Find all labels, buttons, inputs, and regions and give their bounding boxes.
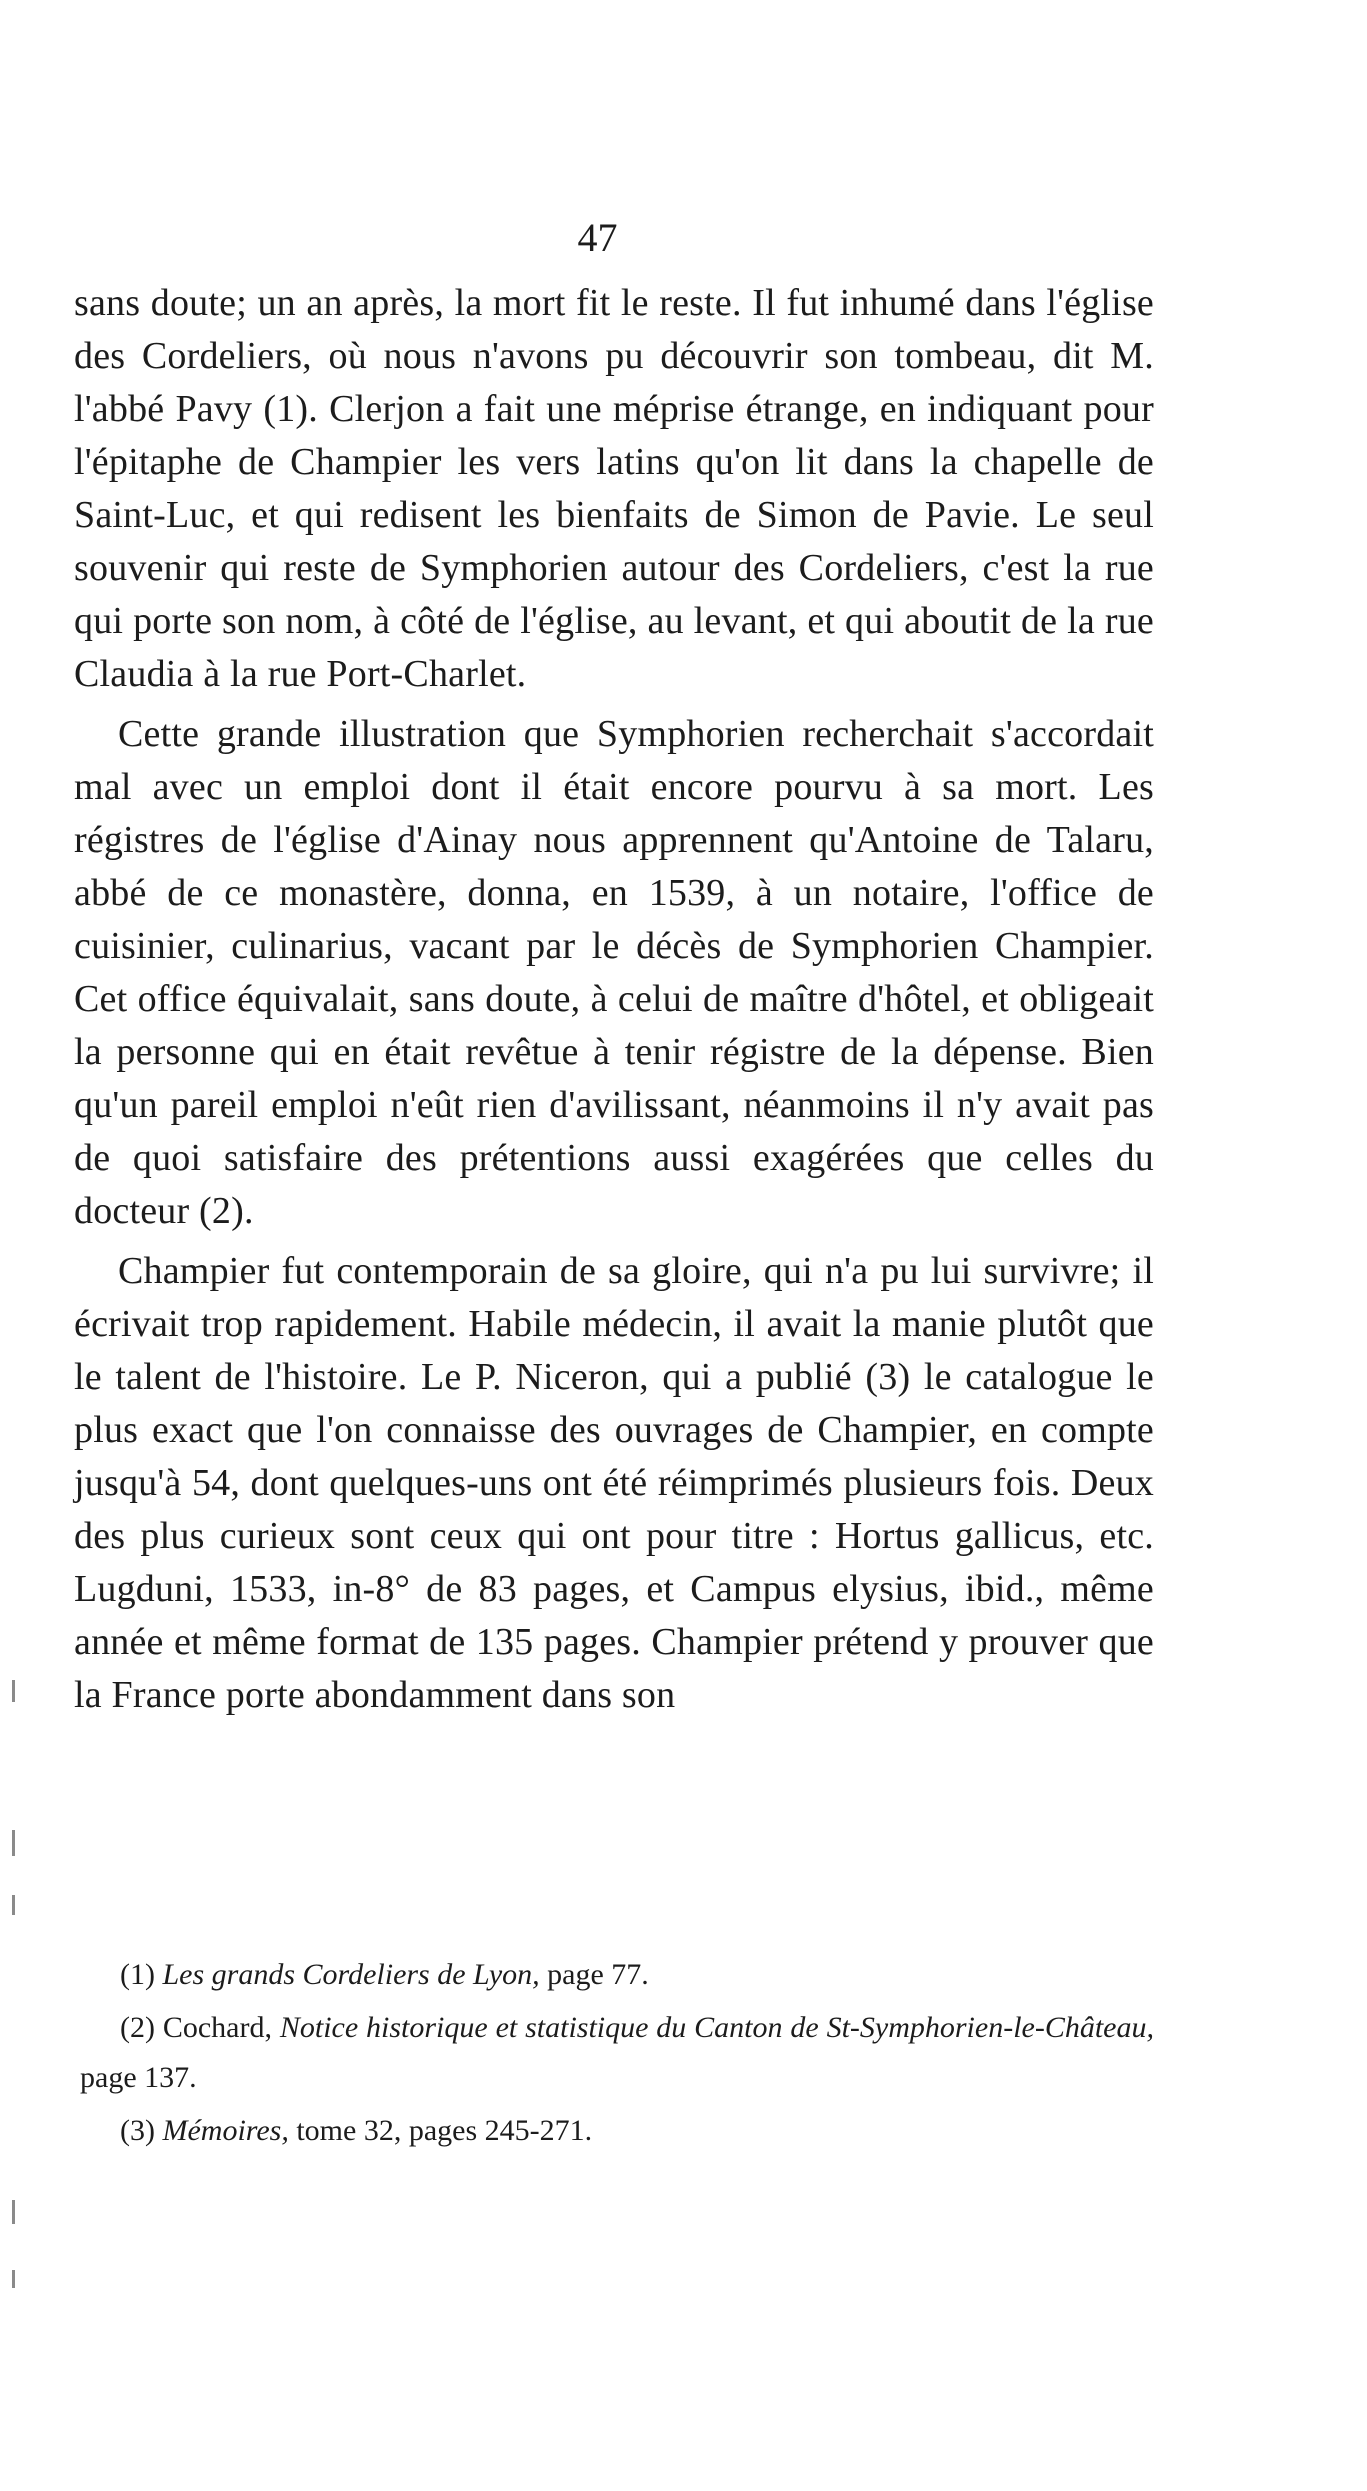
main-text bbox=[74, 277, 1154, 1729]
paragraph-3: Champier fut contemporain de sa gloire, qui n'a pu lui survivre; il écrivait trop rapidement. Habile médecin, il avait la manie plutôt que le talent de l'histoire. Le P. Niceron, qui a publié (3) le catalogue le plus exact que l'on connaisse des ouvrages de Champier, en compte jusqu'à 54, dont quelques-uns ont été réimprimés plusieurs fois. Deux des plus curieux sont ceux qui ont pour titre : Hortus gallicus, etc. Lugduni, 1533, in-8° de 83 pages, et Campus elysius, ibid., même année et même format de 135 pages. Champier prétend y prouver que la France porte abondamment dans son bbox=[74, 1250, 1154, 1716]
footnote-2-author: Cochard, bbox=[154, 2011, 280, 2044]
footnote-2-title: Notice historique et statistique du Canton de St-Symphorien-le-Château, bbox=[279, 2011, 1154, 2044]
scan-mark bbox=[12, 1830, 15, 1856]
paragraph-1: sans doute; un an après, la mort fit le reste. Il fut inhumé dans l'église des Cordeliers, où nous n'avons pu découvrir son tombeau, dit M. l'abbé Pavy (1). Clerjon a fait une méprise étrange, en indiquant pour l'épitaphe de Champier les vers latins qu'on lit dans la chapelle de Saint-Luc, et qui redisent les bienfaits de Simon de Pavie. Le seul souvenir qui reste de Symphorien autour des Cordeliers, c'est la rue qui porte son nom, à côté de l'église, au levant, et qui aboutit de la rue Claudia à la rue Port-Charlet. bbox=[74, 282, 1154, 695]
footnote-2-rest: page 137. bbox=[80, 2061, 197, 2094]
scan-mark bbox=[12, 2200, 15, 2224]
footnote-1 bbox=[80, 1950, 1154, 2000]
footnote-1-title: Les grands Cordeliers de Lyon, bbox=[162, 1958, 540, 1991]
scan-mark bbox=[12, 1680, 15, 1702]
footnote-1-rest: page 77. bbox=[539, 1958, 649, 1991]
footnote-2 bbox=[80, 2003, 1154, 2103]
page-number: 47 bbox=[577, 215, 618, 260]
footnote-3-rest: tome 32, pages 245-271. bbox=[288, 2114, 593, 2147]
footnote-3 bbox=[80, 2106, 1154, 2156]
footnote-2-mark: (2) bbox=[120, 2011, 155, 2044]
footnote-3-mark: (3) bbox=[120, 2114, 155, 2147]
scan-mark bbox=[12, 1895, 15, 1915]
footnote-3-title: Mémoires, bbox=[154, 2114, 289, 2147]
footnote-1-mark: (1) bbox=[120, 1958, 155, 1991]
footnotes bbox=[80, 1950, 1154, 2159]
scan-mark bbox=[12, 2270, 15, 2288]
paragraph-2: Cette grande illustration que Symphorien recherchait s'accordait mal avec un emploi dont il était encore pourvu à sa mort. Les régistres de l'église d'Ainay nous apprennent qu'Antoine de Talaru, abbé de ce monastère, donna, en 1539, à un notaire, l'office de cuisinier, culinarius, vacant par le décès de Symphorien Champier. Cet office équivalait, sans doute, à celui de maître d'hôtel, et obligeait la personne qui en était revêtue à tenir régistre de la dépense. Bien qu'un pareil emploi n'eût rien d'avilissant, néanmoins il n'y avait pas de quoi satisfaire des prétentions aussi exagérées que celles du docteur (2). bbox=[74, 713, 1154, 1232]
